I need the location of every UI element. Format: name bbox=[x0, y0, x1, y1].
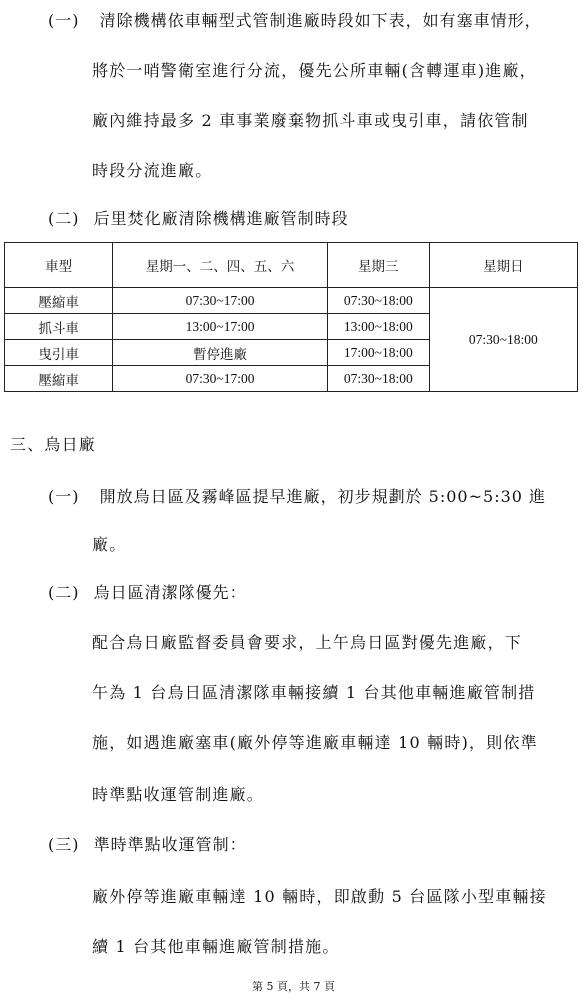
s3-item-3-line-1: 續 1 台其他車輛進廠管制措施。 bbox=[92, 937, 340, 956]
cell-weekdays: 07:30~17:00 bbox=[113, 288, 328, 314]
s3-item-3-title-line bbox=[48, 832, 247, 855]
header-wednesday: 星期三 bbox=[327, 243, 429, 288]
item-1-line-3: 時段分流進廠。 bbox=[92, 161, 213, 180]
item-1-marker-line bbox=[48, 8, 542, 31]
s3-item-2-title: 烏日區清潔隊優先： bbox=[93, 583, 247, 602]
s3-item-1-line-1: 廠。 bbox=[92, 535, 127, 554]
s3-item-3-line-0: 廠外停等進廠車輛達 10 輛時，即啟動 5 台區隊小型車輛接 bbox=[92, 887, 547, 906]
s3-item-2-line-1: 午為 1 台烏日區清潔隊車輛接續 1 台其他車輛進廠管制措 bbox=[92, 683, 536, 702]
cell-wednesday: 07:30~18:00 bbox=[327, 366, 429, 392]
table-title: 后里焚化廠清除機構進廠管制時段 bbox=[93, 209, 349, 228]
cell-sunday: 07:30~18:00 bbox=[429, 288, 577, 392]
s3-item-3-title: 準時準點收運管制： bbox=[93, 835, 247, 854]
page-number: 第 5 頁，共 7 頁 bbox=[252, 980, 335, 993]
cell-weekdays: 13:00~17:00 bbox=[113, 314, 328, 340]
cell-vehicle: 壓縮車 bbox=[5, 288, 113, 314]
table-row bbox=[5, 288, 578, 314]
s3-item-2-marker: (二) bbox=[48, 583, 80, 602]
cell-wednesday: 17:00~18:00 bbox=[327, 340, 429, 366]
item-1-line-2: 廠內維持最多 2 車事業廢棄物抓斗車或曳引車，請依管制 bbox=[92, 111, 529, 130]
section-3-heading: 三、烏日廠 bbox=[10, 435, 97, 454]
s3-item-2-title-line bbox=[48, 580, 247, 603]
cell-vehicle: 抓斗車 bbox=[5, 314, 113, 340]
s3-item-1-line-0: 開放烏日區及霧峰區提早進廠，初步規劃於 5:00~5:30 進 bbox=[99, 487, 547, 506]
item-1-line-1: 將於一哨警衛室進行分流，優先公所車輛(含轉運車)進廠， bbox=[92, 61, 537, 80]
cell-weekdays: 07:30~17:00 bbox=[113, 366, 328, 392]
s3-item-2-line-3: 時準點收運管制進廠。 bbox=[92, 785, 265, 804]
s3-item-3-marker: (三) bbox=[48, 835, 80, 854]
item-1-line-0: 清除機構依車輛型式管制進廠時段如下表，如有塞車情形， bbox=[99, 11, 542, 30]
table-header-row bbox=[5, 243, 578, 288]
cell-wednesday: 07:30~18:00 bbox=[327, 288, 429, 314]
s3-item-2-line-2: 施，如遇進廠塞車(廠外停等進廠車輛達 10 輛時)，則依準 bbox=[92, 733, 538, 752]
cell-weekdays: 暫停進廠 bbox=[113, 340, 328, 366]
cell-vehicle: 壓縮車 bbox=[5, 366, 113, 392]
entry-schedule-table bbox=[4, 242, 578, 392]
cell-vehicle: 曳引車 bbox=[5, 340, 113, 366]
header-sunday: 星期日 bbox=[429, 243, 577, 288]
s3-item-2-line-0: 配合烏日廠監督委員會要求，上午烏日區對優先進廠，下 bbox=[92, 633, 523, 652]
s3-item-1-marker-line bbox=[48, 484, 546, 507]
header-weekdays: 星期一、二、四、五、六 bbox=[113, 243, 328, 288]
cell-wednesday: 13:00~18:00 bbox=[327, 314, 429, 340]
item-2-title-line bbox=[48, 206, 349, 229]
item-1-marker: (一) bbox=[48, 11, 80, 30]
item-2-marker: (二) bbox=[48, 209, 80, 228]
header-vehicle-type: 車型 bbox=[5, 243, 113, 288]
s3-item-1-marker: (一) bbox=[48, 487, 80, 506]
